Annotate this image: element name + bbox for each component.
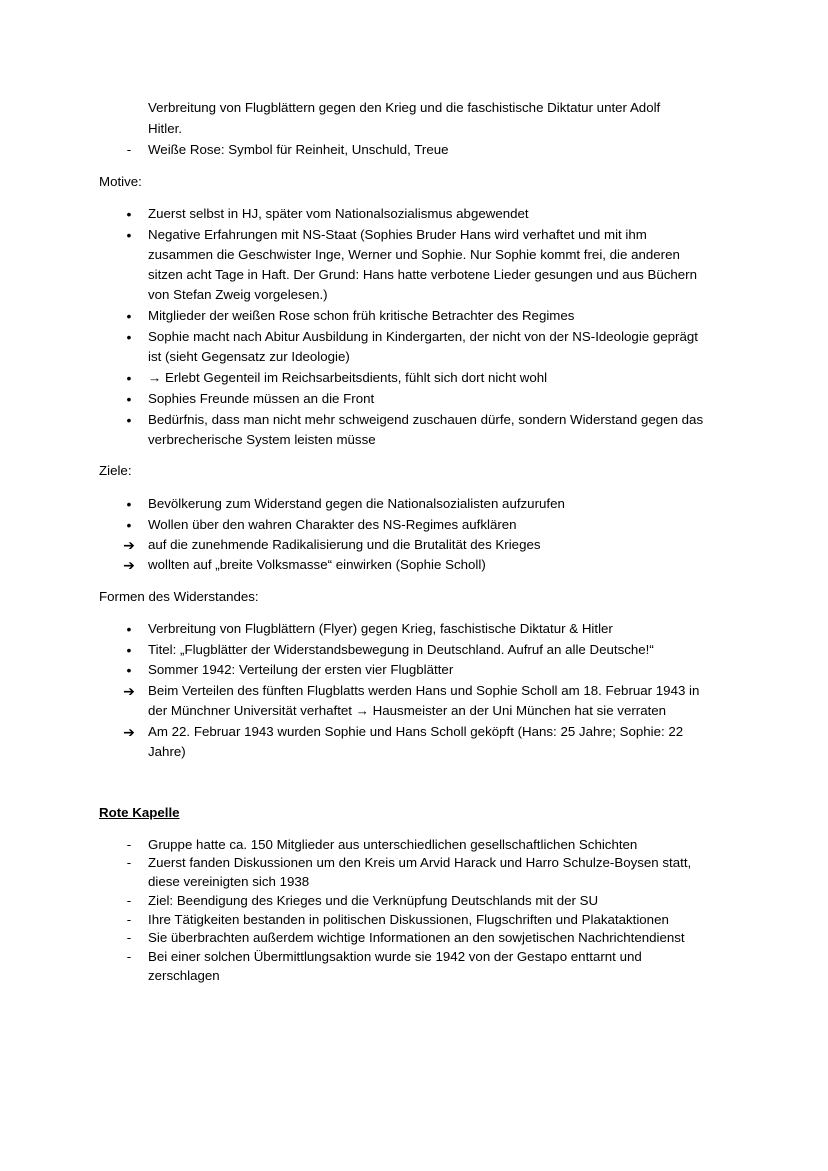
formen-line: Verbreitung von Flugblättern (Flyer) gegen Krieg, faschistische Diktatur & Hitler <box>148 621 613 636</box>
motive-line: Sophies Freunde müssen an die Front <box>148 391 375 406</box>
motive-line: Zuerst selbst in HJ, später vom Nationalsozialismus abgewendet <box>148 206 529 221</box>
ziele-line: wollten auf „breite Volksmasse“ einwirken (Sophie Scholl) <box>148 557 486 572</box>
rote-kapelle-line: diese vereinigten sich 1938 <box>148 874 310 889</box>
formen-line: Beim Verteilen des fünften Flugblatts werden Hans und Sophie Scholl am 18. Februar 1943 in <box>148 683 700 698</box>
rote-kapelle-line: zerschlagen <box>148 968 220 983</box>
ziele-line: Bevölkerung zum Widerstand gegen die Nationalsozialisten aufzurufen <box>148 496 565 511</box>
formen-line: Sommer 1942: Verteilung der ersten vier Flugblätter <box>148 662 454 677</box>
rote-kapelle-line: Ihre Tätigkeiten bestanden in politischen Diskussionen, Flugschriften und Plakataktionen <box>148 912 669 927</box>
bullet-dot: • <box>126 496 132 512</box>
ziele-line: Wollen über den wahren Charakter des NS-Regimes aufklären <box>148 517 517 532</box>
motive-line: verbrecherische System leisten müsse <box>148 432 376 447</box>
motive-line: zusammen die Geschwister Inge, Werner und Sophie. Nur Sophie kommt frei, die anderen <box>148 247 680 262</box>
rote-kapelle-line: Bei einer solchen Übermittlungsaktion wurde sie 1942 von der Gestapo enttarnt und <box>148 949 642 964</box>
arrow-marker: ➔ <box>123 537 135 553</box>
section-heading-rote-kapelle: Rote Kapelle <box>99 805 180 820</box>
motive-line: ist (sieht Gegensatz zur Ideologie) <box>148 349 350 364</box>
section-heading-ziele: Ziele: <box>99 463 132 478</box>
rote-kapelle-line: Zuerst fanden Diskussionen um den Kreis um Arvid Harack und Harro Schulze-Boysen statt, <box>148 855 692 870</box>
bullet-dot: • <box>126 621 132 637</box>
formen-line: Titel: „Flugblätter der Widerstandsbewegung in Deutschland. Aufruf an alle Deutsche!“ <box>148 642 654 657</box>
dash-marker: - <box>126 912 132 927</box>
dash-marker: - <box>126 893 132 908</box>
rote-kapelle-line: Ziel: Beendigung des Krieges und die Verknüpfung Deutschlands mit der SU <box>148 893 599 908</box>
motive-line: Mitglieder der weißen Rose schon früh kritische Betrachter des Regimes <box>148 308 575 323</box>
formen-line: Am 22. Februar 1943 wurden Sophie und Hans Scholl geköpft (Hans: 25 Jahre; Sophie: 22 <box>148 724 684 739</box>
formen-line: Jahre) <box>148 744 186 759</box>
motive-line: Bedürfnis, dass man nicht mehr schweigend zuschauen dürfe, sondern Widerstand gegen das <box>148 412 704 427</box>
dash-marker: - <box>126 142 132 157</box>
bullet-dot: • <box>126 329 132 345</box>
motive-line: von Stefan Zweig vorgelesen.) <box>148 287 328 302</box>
bullet-dot: • <box>126 642 132 658</box>
bullet-dot: • <box>126 662 132 678</box>
bullet-dot: • <box>126 517 132 533</box>
bullet-dot: • <box>126 308 132 324</box>
rote-kapelle-line: Sie überbrachten außerdem wichtige Informationen an den sowjetischen Nachrichtendienst <box>148 930 685 945</box>
intro-line-1: Verbreitung von Flugblättern gegen den Krieg und die faschistische Diktatur unter Adolf <box>148 100 661 115</box>
section-heading-motive: Motive: <box>99 174 142 189</box>
motive-line: Negative Erfahrungen mit NS-Staat (Sophies Bruder Hans wird verhaftet und mit ihm <box>148 227 647 242</box>
rote-kapelle-line: Gruppe hatte ca. 150 Mitglieder aus unterschiedlichen gesellschaftlichen Schichten <box>148 837 638 852</box>
bullet-dot: • <box>126 227 132 243</box>
motive-line: → Erlebt Gegenteil im Reichsarbeitsdients, fühlt sich dort nicht wohl <box>148 370 548 385</box>
dash-marker: - <box>126 949 132 964</box>
bullet-dot: • <box>126 391 132 407</box>
formen-line: der Münchner Universität verhaftet → Hausmeister an der Uni München hat sie verraten <box>148 703 667 718</box>
bullet-dot: • <box>126 370 132 386</box>
arrow-marker: ➔ <box>123 724 135 740</box>
dash-marker: - <box>126 837 132 852</box>
intro-dash-item: Weiße Rose: Symbol für Reinheit, Unschuld, Treue <box>148 142 449 157</box>
dash-marker: - <box>126 930 132 945</box>
motive-line: Sophie macht nach Abitur Ausbildung in Kindergarten, der nicht von der NS-Ideologie geprägt <box>148 329 698 344</box>
dash-marker: - <box>126 855 132 870</box>
arrow-marker: ➔ <box>123 683 135 699</box>
bullet-dot: • <box>126 412 132 428</box>
motive-line: sitzen acht Tage in Haft. Der Grund: Hans hatte verbotene Lieder gesungen und aus Büchern <box>148 267 697 282</box>
ziele-line: auf die zunehmende Radikalisierung und die Brutalität des Krieges <box>148 537 541 552</box>
bullet-dot: • <box>126 206 132 222</box>
arrow-marker: ➔ <box>123 557 135 573</box>
intro-line-2: Hitler. <box>148 121 182 136</box>
section-heading-formen: Formen des Widerstandes: <box>99 589 259 604</box>
